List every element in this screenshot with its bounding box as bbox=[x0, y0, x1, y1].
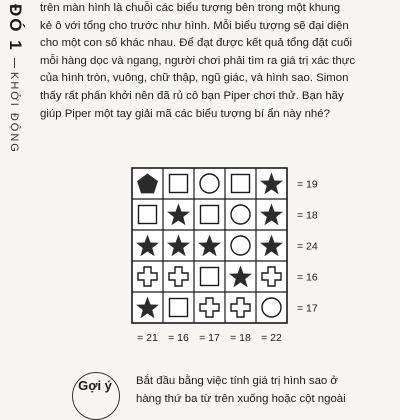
circle-icon bbox=[200, 174, 219, 193]
chapter-label: KHỞI ĐỘNG bbox=[8, 72, 20, 154]
circle-icon bbox=[231, 236, 250, 255]
column-sum: = 21 bbox=[137, 332, 158, 344]
intro-line: mỗi hàng dọc và ngang, người chơi phải tìm ra giá trị xác thực bbox=[40, 54, 356, 67]
hint-text bbox=[136, 373, 394, 408]
intro-line: thấy rất phấn khởi nên đã rủ cô bạn Piper chơi thử. Bạn hãy bbox=[40, 89, 344, 102]
intro-line: kẻ ô với tổng cho trước như hình. Mỗi biểu tượng sẽ đại diện bbox=[40, 19, 349, 32]
intro-line: giúp Piper một tay giải mã các biểu tượng bí ẩn này nhé? bbox=[40, 107, 330, 120]
circle-icon bbox=[231, 205, 250, 224]
hint-line: Bắt đầu bằng việc tính giá trị hình sao ở bbox=[136, 375, 338, 387]
chapter-number: ĐÓ 1 bbox=[6, 4, 25, 52]
column-sum: = 18 bbox=[230, 332, 251, 344]
hint-line: hàng thứ ba từ trên xuống hoặc cột ngoài bbox=[136, 392, 346, 405]
intro-line: của hình tròn, vuông, chữ thập, ngũ giác, và hình sao. Simon bbox=[40, 72, 349, 85]
square-icon bbox=[170, 175, 188, 193]
square-icon bbox=[170, 299, 188, 317]
hint-label: Gợi ý bbox=[78, 378, 112, 393]
circle-icon bbox=[262, 298, 281, 317]
intro-line: cho một con số khác nhau. Để đạt được kết quả tổng đặt cuối bbox=[40, 37, 353, 50]
column-sum: = 17 bbox=[199, 332, 220, 344]
row-sum: = 17 bbox=[297, 302, 318, 315]
row-sum: = 19 bbox=[297, 178, 318, 191]
square-icon bbox=[201, 268, 219, 286]
row-sum: = 16 bbox=[297, 271, 318, 284]
square-icon bbox=[232, 175, 250, 193]
column-sum: = 22 bbox=[261, 332, 282, 344]
square-icon bbox=[139, 206, 157, 224]
intro-line: trên màn hình là chuỗi các biểu tượng bên trong một khung bbox=[40, 2, 341, 14]
row-sum: = 18 bbox=[297, 209, 318, 222]
square-icon bbox=[201, 206, 219, 224]
row-sum: = 24 bbox=[297, 240, 318, 253]
column-sum: = 16 bbox=[168, 332, 189, 344]
